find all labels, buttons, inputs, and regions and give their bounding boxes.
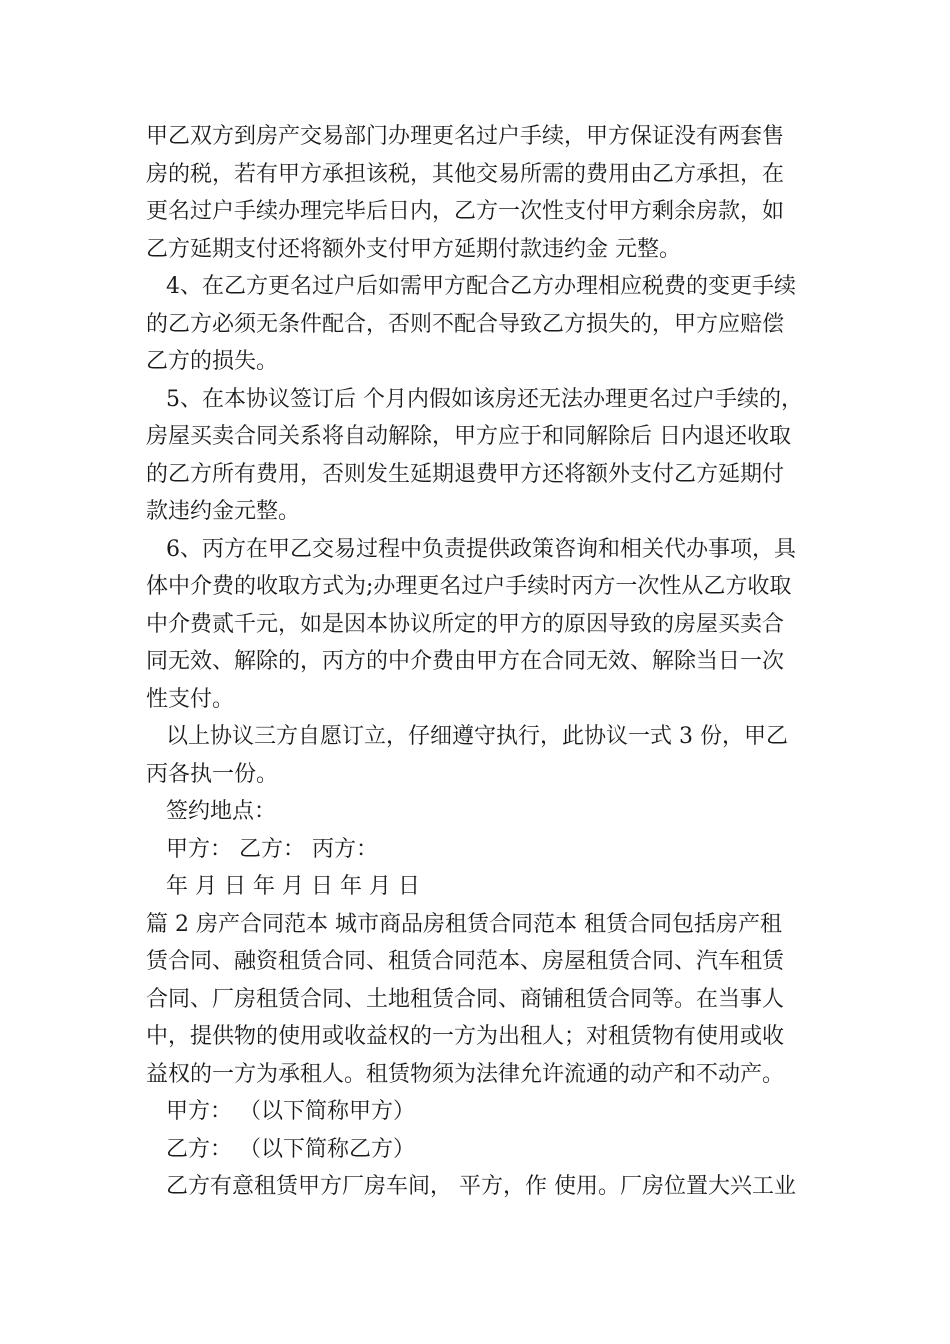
text-line: 性支付。 (146, 686, 235, 712)
text-line: 合同、厂房租赁合同、土地租赁合同、商铺租赁合同等。在当事人 (146, 986, 785, 1012)
text-line: 同无效、解除的，丙方的中介费由甲方在合同无效、解除当日一次 (146, 649, 785, 674)
text-line: 中，提供物的使用或收益权的一方为出租人；对租赁物有使用或收 (146, 1024, 785, 1049)
text-line: 甲方： 乙方： 丙方： (166, 836, 378, 862)
text-line: 甲乙双方到房产交易部门办理更名过户手续，甲方保证没有两套售 (146, 124, 785, 149)
text-line: 以上协议三方自愿订立，仔细遵守执行，此协议一式 3 份，甲乙 (166, 724, 788, 749)
text-line: 签约地点： (166, 799, 277, 824)
text-line: 乙方： （以下简称乙方） (166, 1136, 415, 1162)
text-line: 丙各执一份。 (146, 761, 279, 787)
text-line: 赁合同、融资租赁合同、租赁合同范本、房屋租赁合同、汽车租赁 (146, 949, 785, 974)
text-line: 甲方： （以下简称甲方） (166, 1099, 415, 1124)
text-line: 4、在乙方更名过户后如需甲方配合乙方办理相应税费的变更手续 (166, 274, 796, 299)
text-line: 乙方延期支付还将额外支付甲方延期付款违约金 元整。 (146, 236, 681, 262)
text-line: 5、在本协议签订后 个月内假如该房还无法办理更名过户手续的， (166, 386, 803, 412)
text-line: 乙方的损失。 (146, 349, 279, 374)
text-line: 益权的一方为承租人。租赁物须为法律允许流通的动产和不动产。 (146, 1061, 785, 1087)
text-line: 房的税，若有甲方承担该税，其他交易所需的费用由乙方承担，在 (146, 161, 785, 187)
text-line: 体中介费的收取方式为;办理更名过户手续时丙方一次性从乙方收取 (146, 574, 792, 599)
text-line: 篇 2 房产合同范本 城市商品房租赁合同范本 租赁合同包括房产租 (146, 911, 782, 937)
text-line: 款违约金元整。 (146, 499, 301, 524)
text-line: 乙方有意租赁甲方厂房车间， 平方，作 使用。厂房位置大兴工业 (166, 1174, 796, 1199)
text-line: 的乙方必须无条件配合，否则不配合导致乙方损失的，甲方应赔偿 (146, 311, 785, 337)
text-line: 中介费贰千元，如是因本协议所定的甲方的原因导致的房屋买卖合 (146, 611, 785, 637)
text-line: 更名过户手续办理完毕后日内，乙方一次性支付甲方剩余房款，如 (146, 199, 785, 224)
text-line: 6、丙方在甲乙交易过程中负责提供政策咨询和相关代办事项，具 (166, 536, 796, 562)
text-line: 房屋买卖合同关系将自动解除，甲方应于和同解除后 日内退还收取 (146, 424, 791, 449)
text-line: 年 月 日 年 月 日 年 月 日 (166, 874, 420, 899)
text-line: 的乙方所有费用，否则发生延期退费甲方还将额外支付乙方延期付 (146, 461, 785, 487)
document-body (146, 118, 814, 1206)
